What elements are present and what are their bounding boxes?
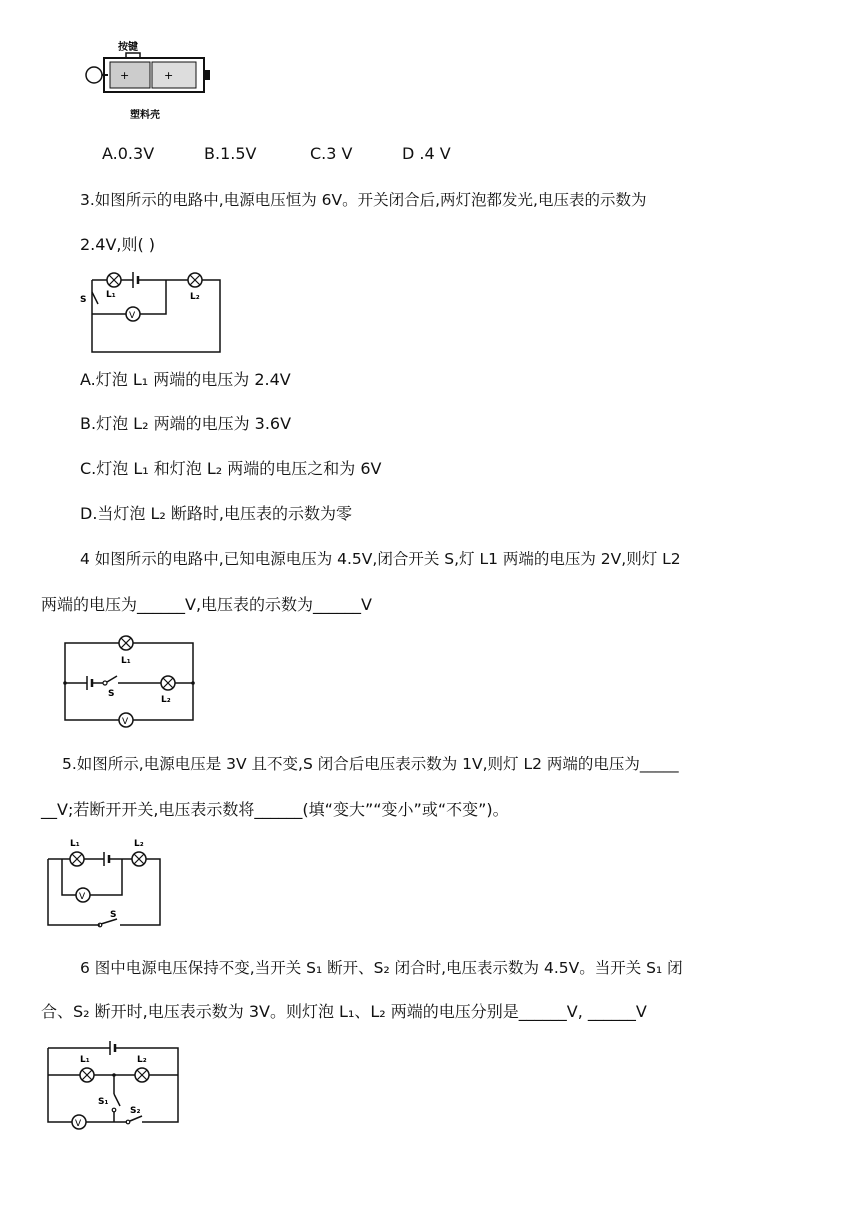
q2-option-b: B.1.5V	[204, 144, 257, 163]
q3-option-d: D.当灯泡 L₂ 断路时,电压表的示数为零	[80, 504, 352, 523]
q4-s-label: S	[108, 689, 115, 699]
q5-l2-label: L₂	[134, 839, 144, 849]
q2-option-c: C.3 V	[310, 144, 353, 163]
q6-s1-label: S₁	[98, 1097, 109, 1107]
q6-l2-label: L₂	[137, 1055, 147, 1065]
q3-l1-label: L₁	[106, 290, 116, 300]
q4-v-label: V	[122, 717, 129, 727]
q5-v-label: V	[79, 892, 86, 902]
q6-s2-label: S₂	[130, 1106, 141, 1116]
label-button: 按键	[118, 42, 138, 53]
q6-circuit	[42, 1030, 187, 1138]
q3-s-label: S	[80, 295, 87, 305]
q3-option-a: A.灯泡 L₁ 两端的电压为 2.4V	[80, 370, 291, 389]
q3-option-c: C.灯泡 L₁ 和灯泡 L₂ 两端的电压之和为 6V	[80, 459, 382, 478]
q6-v-label: V	[75, 1119, 82, 1129]
q5-l1-label: L₁	[70, 839, 80, 849]
flashlight-figure	[80, 38, 220, 123]
q4-l2-label: L₂	[161, 695, 171, 705]
q3-circuit	[78, 264, 228, 359]
q3-stem-line1: 3.如图所示的电路中,电源电压恒为 6V。开关闭合后,两灯泡都发光,电压表的示数为	[80, 191, 647, 209]
q4-circuit	[55, 628, 205, 728]
q3-v-label: V	[129, 311, 136, 321]
q3-stem-line2: 2.4V,则( )	[80, 235, 156, 254]
q5-s-label: S	[110, 910, 117, 920]
plus-sign-2: +	[164, 69, 174, 82]
q2-option-d: D .4 V	[402, 144, 451, 163]
q3-option-b: B.灯泡 L₂ 两端的电压为 3.6V	[80, 414, 292, 433]
q3-l2-label: L₂	[190, 292, 200, 302]
q6-stem-line2: 合、S₂ 断开时,电压表示数为 3V。则灯泡 L₁、L₂ 两端的电压分别是______V, ______V	[41, 1002, 647, 1021]
q2-options	[102, 144, 451, 164]
label-shell: 塑料壳	[130, 110, 160, 121]
q5-stem-line2: __V;若断开开关,电压表示数将______(填“变大”“变小”或“不变”)。	[41, 800, 509, 819]
q5-stem-line1: 5.如图所示,电源电压是 3V 且不变,S 闭合后电压表示数为 1V,则灯 L2 两端的电压为_____	[62, 755, 679, 773]
q4-stem-line1: 4 如图所示的电路中,已知电源电压为 4.5V,闭合开关 S,灯 L1 两端的电压为 2V,则灯 L2	[80, 550, 681, 568]
q5-circuit	[40, 835, 170, 930]
q2-option-a: A.0.3V	[102, 144, 155, 163]
q6-stem-line1: 6 图中电源电压保持不变,当开关 S₁ 断开、S₂ 闭合时,电压表示数为 4.5V。当开关 S₁ 闭	[80, 959, 683, 977]
plus-sign-1: +	[120, 69, 130, 82]
q4-stem-line2: 两端的电压为______V,电压表的示数为______V	[41, 595, 372, 614]
q4-l1-label: L₁	[121, 656, 131, 666]
q6-l1-label: L₁	[80, 1055, 90, 1065]
